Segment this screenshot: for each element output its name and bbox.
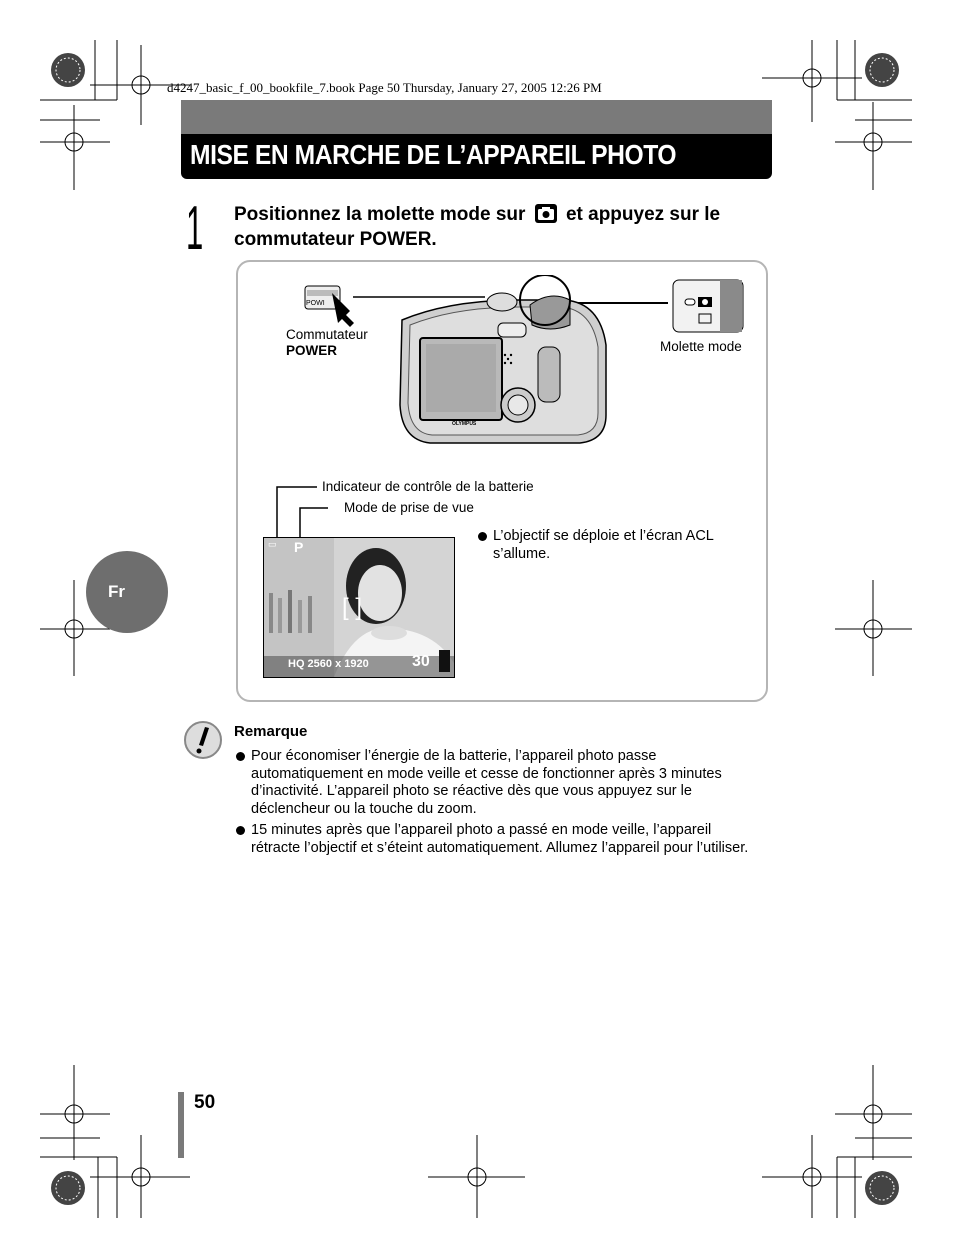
battery-icon: ▭: [268, 539, 277, 549]
lcd-preview: [263, 537, 455, 678]
bullet-icon: [478, 532, 487, 541]
step-number: 1: [186, 194, 204, 263]
page-number-bar: [178, 1092, 184, 1158]
note-list: [236, 748, 760, 857]
language-tab: [86, 551, 168, 633]
power-label-line2: POWER: [286, 343, 338, 358]
note-item-text: 15 minutes après que l’appareil photo a passé en mode veille, l’appareil rétracte l’objectif et s’éteint automatiquement. Allumez l’appareil pour l’utiliser.: [251, 822, 749, 856]
mode-dial-inset: [673, 280, 743, 332]
step-text-part2: et appuyez sur le commutateur POWER.: [234, 204, 721, 250]
bullet-icon: [236, 752, 245, 761]
exclamation-icon: [183, 720, 223, 760]
power-label-line1: Commutateur: [286, 327, 368, 342]
lcd-mode-letter: P: [294, 539, 304, 555]
list-item: [236, 748, 760, 818]
bullet-icon: [236, 826, 245, 835]
list-item: [236, 822, 760, 857]
power-button-text: POWI: [306, 300, 325, 307]
page-title: MISE EN MARCHE DE L’APPAREIL PHOTO: [190, 139, 677, 170]
title-band: [181, 100, 772, 134]
lens-note: [478, 528, 748, 563]
camera-illustration: [280, 275, 750, 450]
note-title: Remarque: [234, 723, 308, 740]
shooting-mode-label: Mode de prise de vue: [344, 500, 474, 515]
lcd-quality: HQ 2560 x 1920: [288, 658, 369, 670]
mode-dial-label: Molette mode: [660, 339, 742, 354]
camera-mode-icon: [535, 204, 557, 223]
camera-brand-text: OLYMPUS: [452, 421, 477, 427]
page-number: 50: [194, 1092, 216, 1113]
lcd-count: 30: [412, 653, 430, 670]
af-target-mark: [ ]: [342, 594, 363, 621]
note-item-text: Pour économiser l’énergie de la batterie, l’appareil photo passe automatiquement en mode veille et cesse de fonctionner après 3 minutes d’inactivité. L’appareil photo se réactive dès que vous appuyez sur le déclencheur ou la touche du zoom.: [251, 748, 722, 817]
lens-note-text: L’objectif se déploie et l’écran ACL s’allume.: [493, 528, 714, 562]
step-instruction: [234, 202, 774, 252]
language-tab-label: Fr: [108, 582, 125, 601]
callout-lines: [270, 480, 330, 540]
file-header: d4247_basic_f_00_bookfile_7.book Page 50 Thursday, January 27, 2005 12:26 PM: [167, 80, 602, 95]
battery-indicator-label: Indicateur de contrôle de la batterie: [322, 479, 534, 494]
step-text-part1: Positionnez la molette mode sur: [234, 204, 526, 225]
